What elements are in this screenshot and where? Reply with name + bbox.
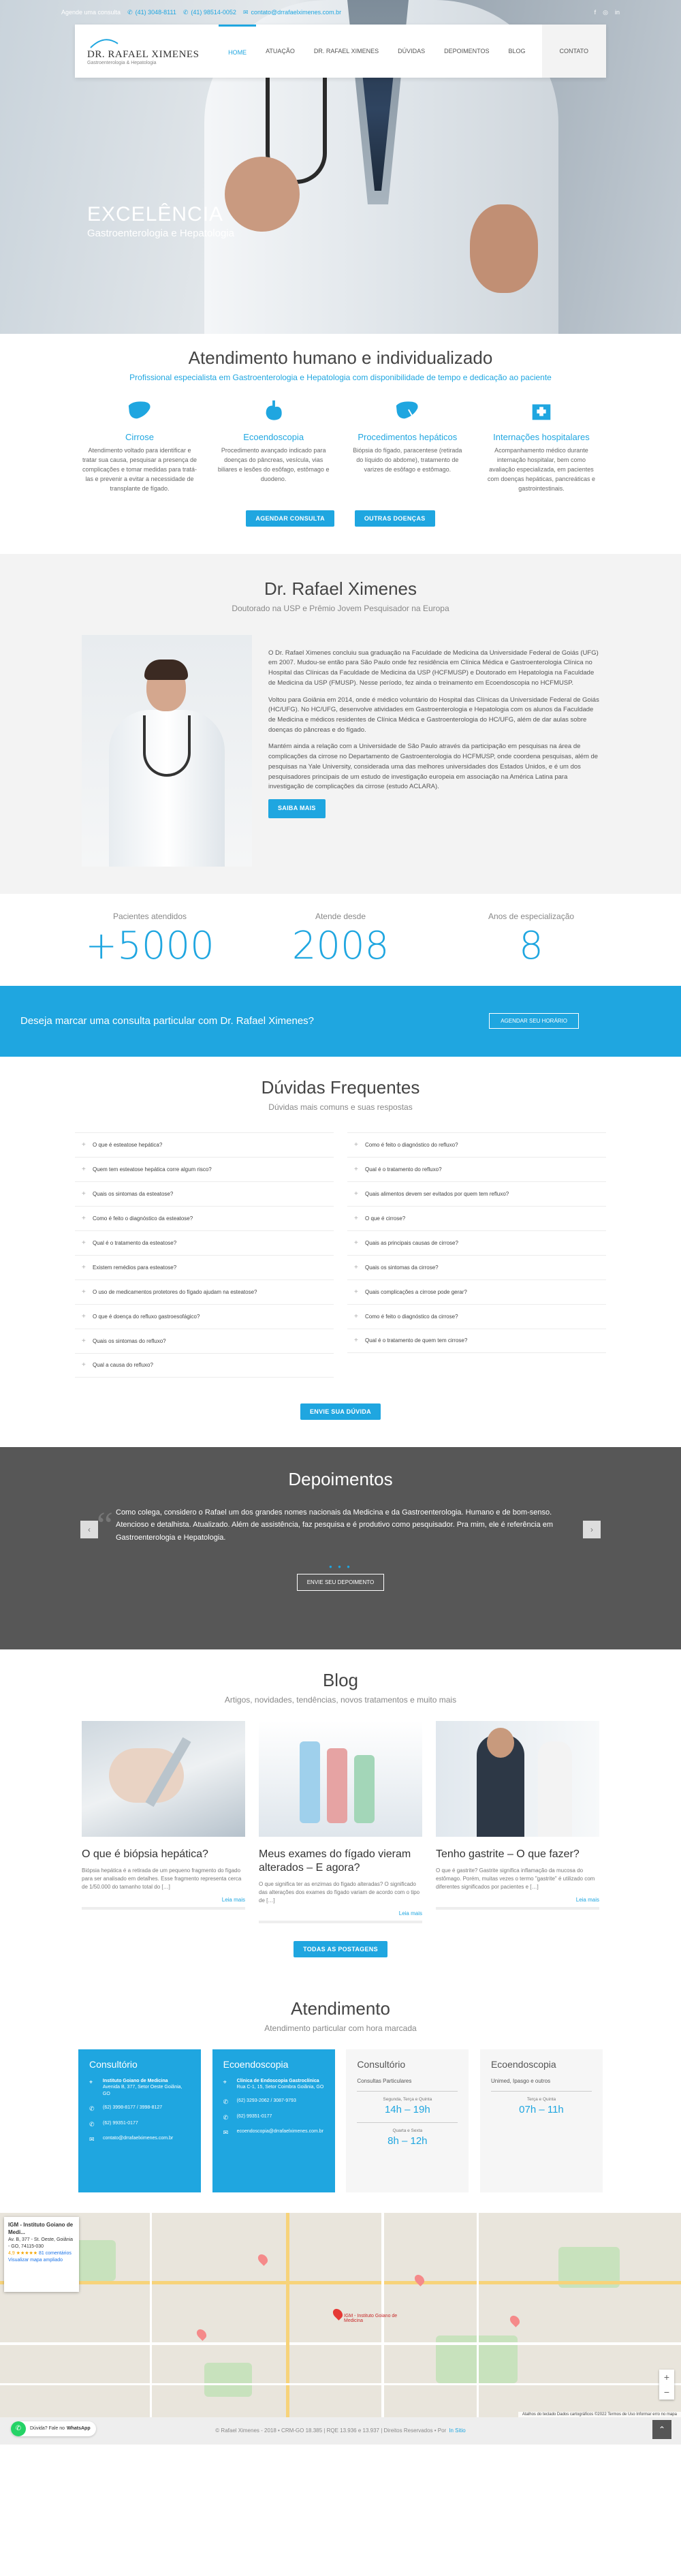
section-title: Dúvidas Frequentes [261, 1076, 420, 1098]
plus-icon: + [354, 1214, 358, 1222]
location-icon: ⌖ [223, 2078, 227, 2085]
plus-icon: + [82, 1288, 86, 1296]
faq-item[interactable] [347, 1304, 606, 1329]
post-image [82, 1721, 245, 1837]
faq-item[interactable] [347, 1181, 606, 1206]
atendimento-section [0, 334, 681, 554]
whatsapp-chat-button[interactable] [11, 2421, 96, 2436]
faq-item[interactable] [347, 1230, 606, 1255]
service-text: Acompanhamento médico durante internação hospitalar, bem como avaliação especializada, em pacientes com doenças hepáticas, pancreáticas e gastrointestinais. [487, 447, 596, 492]
map-address: Av. B, 377 - St. Oeste, Goiânia - GO, 74115-030 [8, 2237, 74, 2250]
card-subtitle: Consultas Particulares [357, 2077, 412, 2084]
plus-icon: + [82, 1312, 86, 1320]
whatsapp-icon: ✆ [183, 8, 189, 16]
site-footer [0, 2417, 681, 2445]
quote-text: Como colega, considero o Rafael um dos grandes nomes nacionais da Medicina e da Gastroenterologia. Humano e de bom-senso. Atencioso e detalhista. Atualizado. Além de assistência, faz pesquisa e é produtivo como pesquisador. Pra mim, ele é referência em Gastroenterologia e Hepatologia. [116, 1508, 554, 1542]
logo-subtitle: Gastroenterologia & Hepatologia [87, 61, 157, 65]
card-title: Ecoendoscopia [490, 2058, 556, 2070]
faq-question: Quais complicações a cirrose pode gerar? [365, 1288, 467, 1295]
blog-post[interactable] [436, 1721, 599, 1923]
card-hours-ecoendoscopia [480, 2049, 603, 2192]
section-title: Depoimentos [288, 1468, 393, 1489]
map-reviews-link[interactable]: 81 comentários [39, 2250, 72, 2256]
faq-column-right [347, 1132, 606, 1378]
plus-icon: + [82, 1214, 86, 1222]
testimonials-section [0, 1447, 681, 1649]
nav-home[interactable]: HOME [219, 25, 256, 78]
phone-icon: ✆ [223, 2098, 229, 2106]
doctor-photo [82, 635, 252, 867]
plus-icon: + [354, 1239, 358, 1247]
faq-question: Quem tem esteatose hepática corre algum risco? [93, 1166, 212, 1173]
all-posts-button[interactable]: TODAS AS POSTAGENS [294, 1941, 387, 1957]
faq-column-left [75, 1132, 334, 1378]
faq-item[interactable] [75, 1230, 334, 1255]
doctor-section [0, 554, 681, 894]
hero-hand [470, 204, 538, 293]
testimonial-quote [97, 1504, 565, 1545]
stat-value: +5000 [85, 923, 215, 968]
schedule-text: Agende uma consulta [61, 9, 121, 16]
faq-question: Como é feito o diagnóstico da esteatose? [93, 1215, 193, 1222]
post-excerpt: O que significa ter as enzimas do fígado alteradas? O significado das alterações dos exames do fígado variam de acordo com o tipo de […] [259, 1880, 420, 1904]
place-address: Avenida B, 377, Setor Oeste Goiânia, GO [102, 2085, 183, 2097]
service-procedimentos [349, 399, 465, 494]
faq-question: O que é doença do refluxo gastroesofágico? [93, 1313, 200, 1320]
map-pin-icon[interactable] [508, 2314, 522, 2327]
location-icon: ⌖ [89, 2078, 93, 2085]
faq-section [0, 1057, 681, 1447]
hours-value: 14h – 19h [384, 2103, 430, 2115]
schedule-section [0, 1985, 681, 2213]
phone-text[interactable]: (62) 99351-0177 [236, 2113, 272, 2119]
map-road [150, 2213, 152, 2417]
whatsapp-icon: ✆ [11, 2421, 26, 2436]
faq-item[interactable] [75, 1132, 334, 1157]
faq-question: Como é feito o diagnóstico do refluxo? [365, 1141, 458, 1148]
faq-item[interactable] [75, 1157, 334, 1181]
post-title[interactable]: Meus exames do fígado vieram alterados – E agora? [259, 1848, 411, 1874]
map-enlarge-link[interactable]: Visualizar mapa ampliado [8, 2257, 63, 2263]
whatsapp-icon: ✆ [223, 2113, 229, 2121]
faq-question: Existem remédios para esteatose? [93, 1264, 177, 1271]
email-text[interactable]: contato@drrafaelximenes.com.br [103, 2136, 174, 2141]
service-internacoes [484, 399, 599, 494]
blog-section [0, 1649, 681, 1985]
instagram-icon[interactable]: ◎ [603, 8, 608, 16]
hero-text [87, 203, 234, 239]
main-menu [219, 25, 606, 78]
plus-icon: + [354, 1263, 358, 1271]
read-more-link[interactable]: Leia mais [398, 1910, 422, 1917]
post-title[interactable]: Tenho gastrite – O que fazer? [436, 1848, 580, 1860]
faq-question: Qual a causa do refluxo? [93, 1362, 153, 1369]
map-road [0, 2342, 681, 2345]
top-bar [0, 0, 681, 25]
learn-more-button[interactable]: SAIBA MAIS [268, 799, 326, 818]
plus-icon: + [82, 1165, 86, 1173]
nav-duvidas[interactable]: DÚVIDAS [398, 48, 426, 55]
faq-question: Qual é o tratamento da esteatose? [93, 1239, 177, 1246]
section-subtitle: Profissional especialista em Gastroenterologia e Hepatologia com disponibilidade de tempo e dedicação ao paciente [129, 373, 552, 382]
plus-icon: + [82, 1239, 86, 1247]
faq-item[interactable] [347, 1206, 606, 1230]
map-pin-icon[interactable] [331, 2307, 345, 2321]
map-pin-label: IGM - Instituto Goiano de Medicina [344, 2313, 398, 2323]
map-zoom-control[interactable] [659, 2370, 674, 2400]
plus-icon: + [354, 1190, 358, 1198]
whatsapp-label: WhatsApp [66, 2426, 91, 2432]
faq-question: Quais as principais causas de cirrose? [365, 1239, 458, 1246]
main-navbar [75, 25, 606, 78]
map-info-card [4, 2217, 79, 2292]
hero-section [0, 0, 681, 334]
blog-post[interactable] [82, 1721, 245, 1923]
card-title: Ecoendoscopia [223, 2058, 289, 2070]
stat-label: Atende desde [315, 911, 366, 921]
faq-item[interactable] [75, 1255, 334, 1279]
section-title: Atendimento [291, 1998, 390, 2019]
whatsapp-icon: ✆ [89, 2120, 95, 2128]
card-ecoendoscopia [212, 2049, 335, 2192]
stomach-icon [261, 399, 287, 423]
map-road [477, 2213, 479, 2417]
service-title: Cirrose [125, 432, 154, 442]
cta-button[interactable]: AGENDAR SEU HORÁRIO [489, 1013, 579, 1029]
stat-years [449, 912, 613, 968]
faq-item[interactable] [75, 1304, 334, 1329]
faq-item[interactable] [75, 1181, 334, 1206]
plus-icon: + [82, 1361, 86, 1369]
section-subtitle: Doutorado na USP e Prêmio Jovem Pesquisador na Europa [232, 603, 449, 613]
plus-icon: + [354, 1288, 358, 1296]
stat-patients [68, 912, 232, 968]
faq-question: Quais alimentos devem ser evitados por quem tem refluxo? [365, 1190, 509, 1197]
faq-question: Quais os sintomas do refluxo? [93, 1337, 166, 1344]
quote-icon: “ [97, 1504, 113, 1545]
hours-value: 07h – 11h [519, 2103, 564, 2115]
phone-link[interactable]: ✆ (41) 3048-8111 [127, 8, 176, 16]
schedule-button[interactable]: AGENDAR CONSULTA [246, 510, 334, 527]
card-subtitle: Unimed, Ipasgo e outros [490, 2077, 551, 2084]
nav-blog[interactable]: BLOG [508, 48, 526, 55]
phone-icon: ✆ [89, 2105, 95, 2113]
faq-item[interactable] [75, 1279, 334, 1304]
map-attribution: Atalhos do teclado Dados cartográficos ©2022 Termos de Uso Informar erro no mapa [518, 2412, 681, 2417]
hospital-icon [528, 399, 554, 423]
faq-item[interactable] [347, 1329, 606, 1353]
stats-section [68, 894, 613, 986]
carousel-dots[interactable]: ● ● ● [329, 1563, 352, 1570]
mail-icon: ✉ [242, 8, 249, 16]
stat-label: Pacientes atendidos [112, 911, 187, 921]
site-logo[interactable] [75, 37, 199, 65]
plus-icon: + [354, 1165, 358, 1173]
plus-icon: + [82, 1190, 86, 1198]
logo-mark-icon [87, 37, 121, 49]
photo-stethoscope [143, 715, 191, 777]
blog-post[interactable] [259, 1721, 422, 1923]
back-to-top-icon[interactable]: ⌃ [652, 2420, 671, 2439]
nav-dr-rafael[interactable]: DR. RAFAEL XIMENES [313, 48, 379, 55]
hero-subtitle: Gastroenterologia e Hepatologia [87, 228, 234, 239]
post-excerpt: Biópsia hepática é a retirada de um pequeno fragmento do fígado para ser analisado em detalhes. Esse fragmento representa cerca de 1/50.000 do tamanho total do […] [82, 1867, 242, 1890]
faq-item[interactable] [347, 1255, 606, 1279]
plus-icon: + [82, 1263, 86, 1271]
email-link[interactable]: ✉ contato@drrafaelximenes.com.br [242, 8, 342, 16]
phone-icon: ✆ [127, 8, 133, 16]
faq-question: Como é feito o diagnóstico da cirrose? [365, 1313, 458, 1320]
days-label: Quarta e Sexta [392, 2128, 423, 2133]
nav-atuacao[interactable]: ATUAÇÃO [266, 48, 295, 55]
map-pin-icon[interactable] [195, 2327, 208, 2341]
stat-value: 2008 [291, 923, 390, 968]
bio-paragraph: Voltou para Goiânia em 2014, onde é médico voluntário do Hospital das Clínicas da Universidade Federal de Goiás (HC/UFG). No HC/UFG, desenvolve atividades em Gastroenterologia e Hepatologia com os alunos da Faculdade de Medicina e médicos residentes de Clínica Médica e Gastroenterologia do HC/UFG, além de dar aulas sobre doenças do pâncreas e do fígado. [268, 696, 599, 734]
mail-icon: ✉ [223, 2129, 229, 2137]
whatsapp-question: Dúvida? Fale no [30, 2426, 65, 2432]
place-name: Clínica de Endoscopia Gastroclínica [236, 2078, 319, 2083]
service-text: Atendimento voltado para identificar e tratar sua causa, pesquisar a presença de complicações e tomar medidas para tratá-las e prevenir a evitar a necessidade de transplante de fígado. [82, 447, 197, 492]
google-map[interactable] [0, 2213, 681, 2417]
map-road [0, 2281, 681, 2284]
faq-item[interactable] [347, 1157, 606, 1181]
phone-text[interactable]: (62) 3293-2062 / 3087-9793 [236, 2098, 296, 2104]
service-title: Procedimentos hepáticos [358, 432, 458, 442]
days-label: Segunda, Terça e Quinta [383, 2096, 432, 2102]
section-subtitle: Dúvidas mais comuns e suas respostas [268, 1102, 413, 1112]
zoom-out-icon[interactable]: − [663, 2386, 670, 2397]
stat-label: Anos de especialização [488, 911, 575, 921]
post-excerpt: O que é gastrite? Gastrite significa inflamação da mucosa do estômago. Porém, muitas vezes o termo "gastrite" é utilizado com diferentes significados por pacientes e […] [436, 1867, 595, 1890]
map-pin-icon[interactable] [256, 2252, 270, 2266]
map-place-name: IGM - Instituto Goiano de Medi... [8, 2221, 74, 2236]
section-title: Dr. Rafael Ximenes [264, 578, 417, 599]
map-road [286, 2213, 289, 2417]
faq-question: O uso de medicamentos protetores do fígado ajudam na esteatose? [93, 1288, 257, 1295]
linkedin-icon[interactable]: in [614, 8, 620, 16]
read-more-link[interactable]: Leia mais [221, 1896, 245, 1903]
stat-value: 8 [519, 923, 543, 968]
faq-item[interactable] [75, 1353, 334, 1378]
section-subtitle: Artigos, novidades, tendências, novos tratamentos e muito mais [224, 1694, 457, 1705]
email-text[interactable]: ecoendoscopia@drrafaelximenes.com.br [236, 2129, 323, 2135]
bio-paragraph: Mantém ainda a relação com a Universidade de São Paulo através da participação em pesquisas na área de complicações da cirrose no Departamento de Gastroenterologia do HCFMUSP, onde coordena pesquisas, além de pesquisas na Yale University, considerada uma das melhores universidades dos Estados Unidos, e é um dos pesquisadores principais de um estudo de investigação europeia em associação na América Latina para investigação de complicações da cirrose (estudo ACLARA). [268, 743, 599, 791]
map-road [0, 2383, 681, 2385]
send-question-button[interactable]: ENVIE SUA DÚVIDA [300, 1403, 381, 1420]
faq-question: O que é esteatose hepática? [93, 1141, 163, 1148]
phone-text[interactable]: (62) 3998-8177 / 3998-8127 [103, 2105, 163, 2111]
nav-depoimentos[interactable]: DEPOIMENTOS [444, 48, 490, 55]
logo-name: DR. RAFAEL XIMENES [87, 49, 200, 60]
service-cirrose [82, 399, 197, 494]
plus-icon: + [354, 1140, 358, 1149]
cta-banner [0, 986, 681, 1057]
faq-question: Quais os sintomas da cirrose? [365, 1264, 439, 1271]
stat-since [259, 912, 422, 968]
service-ecoendoscopia [216, 399, 332, 494]
service-text: Biópsia do fígado, paracentese (retirada do líquido do abdome), tratamento de varizes de esôfago e estômago. [353, 447, 462, 473]
faq-question: O que é cirrose? [365, 1215, 406, 1222]
prev-arrow-icon[interactable]: ‹ [80, 1521, 98, 1538]
faq-question: Qual é o tratamento de quem tem cirrose? [365, 1337, 468, 1344]
plus-icon: + [354, 1312, 358, 1320]
photo-hair [144, 659, 188, 680]
footer-text: © Rafael Ximenes - 2018 • CRM-GO 18.385 | RQE 13.936 e 13.937 | Direitos Reservados • Por [215, 2427, 447, 2434]
faq-item[interactable] [347, 1279, 606, 1304]
faq-question: Qual é o tratamento do refluxo? [365, 1166, 442, 1173]
phone-text[interactable]: (62) 99351-0177 [103, 2120, 138, 2126]
faq-question: Quais os sintomas da esteatose? [93, 1190, 174, 1197]
section-subtitle: Atendimento particular com hora marcada [264, 2023, 417, 2033]
service-title: Internações hospitalares [493, 432, 590, 442]
plus-icon: + [82, 1337, 86, 1345]
post-divider [259, 1921, 422, 1923]
map-rating: 4,9 ★★★★★ [8, 2250, 38, 2256]
zoom-in-icon[interactable]: + [663, 2371, 670, 2383]
read-more-link[interactable]: Leia mais [575, 1896, 599, 1903]
other-diseases-button[interactable]: OUTRAS DOENÇAS [355, 510, 435, 527]
liver-icon [127, 399, 153, 423]
hero-hand [225, 157, 300, 232]
facebook-icon[interactable]: f [594, 8, 597, 16]
footer-brand-link[interactable]: In Sitio [449, 2427, 466, 2434]
card-consultorio [78, 2049, 201, 2192]
post-divider [436, 1907, 599, 1910]
service-text: Procedimento avançado indicado para doenças do pâncreas, vesícula, vias biliares e lesões do esôfago, estômago e duodeno. [217, 447, 330, 482]
faq-item[interactable] [75, 1329, 334, 1353]
days-label: Terça e Quinta [526, 2096, 556, 2102]
nav-contact-button[interactable]: CONTATO [542, 25, 607, 78]
section-title: Blog [322, 1669, 359, 1690]
bio-paragraph: O Dr. Rafael Ximenes concluiu sua graduação na Faculdade de Medicina da Universidade Federal de Goiás (UFG) em 2007. Mudou-se então para São Paulo onde fez residência em Clínica Médica e Gastroenterologia Clínica no Hospital das Clínicas da Faculdade de Medicina da USP (HCFMUSP) e Doutorado em Hepatologia na Faculdade de Medicina da USP (FMUSP). Nesse período, fez ainda o treinamento em Ecoendoscopia no HCFMUSP. [268, 649, 599, 687]
card-title: Consultório [89, 2058, 138, 2070]
card-hours-consultorio [346, 2049, 469, 2192]
section-title: Atendimento humano e individualizado [188, 347, 493, 368]
map-park [204, 2363, 252, 2397]
mail-icon: ✉ [89, 2136, 95, 2143]
place-name: Instituto Goiano de Medicina [102, 2078, 168, 2083]
liver-icon [394, 399, 420, 423]
doctor-bio [268, 635, 599, 867]
whatsapp-link[interactable]: ✆ (41) 98514-0052 [183, 8, 236, 16]
post-image [436, 1721, 599, 1837]
plus-icon: + [82, 1140, 86, 1149]
plus-icon: + [354, 1337, 358, 1345]
faq-item[interactable] [347, 1132, 606, 1157]
send-testimonial-button[interactable]: ENVIE SEU DEPOIMENTO [297, 1574, 385, 1591]
post-divider [82, 1907, 245, 1910]
hours-value: 8h – 12h [387, 2135, 428, 2147]
post-image [259, 1721, 422, 1837]
service-title: Ecoendoscopia [243, 432, 304, 442]
next-arrow-icon[interactable]: › [583, 1521, 601, 1538]
cta-text: Deseja marcar uma consulta particular com Dr. Rafael Ximenes? [20, 1015, 315, 1027]
post-title[interactable]: O que é biópsia hepática? [82, 1848, 208, 1860]
place-address: Rua C-1, 15, Setor Coimbra Goiânia, GO [236, 2085, 324, 2090]
card-title: Consultório [357, 2058, 406, 2070]
faq-item[interactable] [75, 1206, 334, 1230]
hero-title: EXCELÊNCIA [87, 203, 224, 226]
